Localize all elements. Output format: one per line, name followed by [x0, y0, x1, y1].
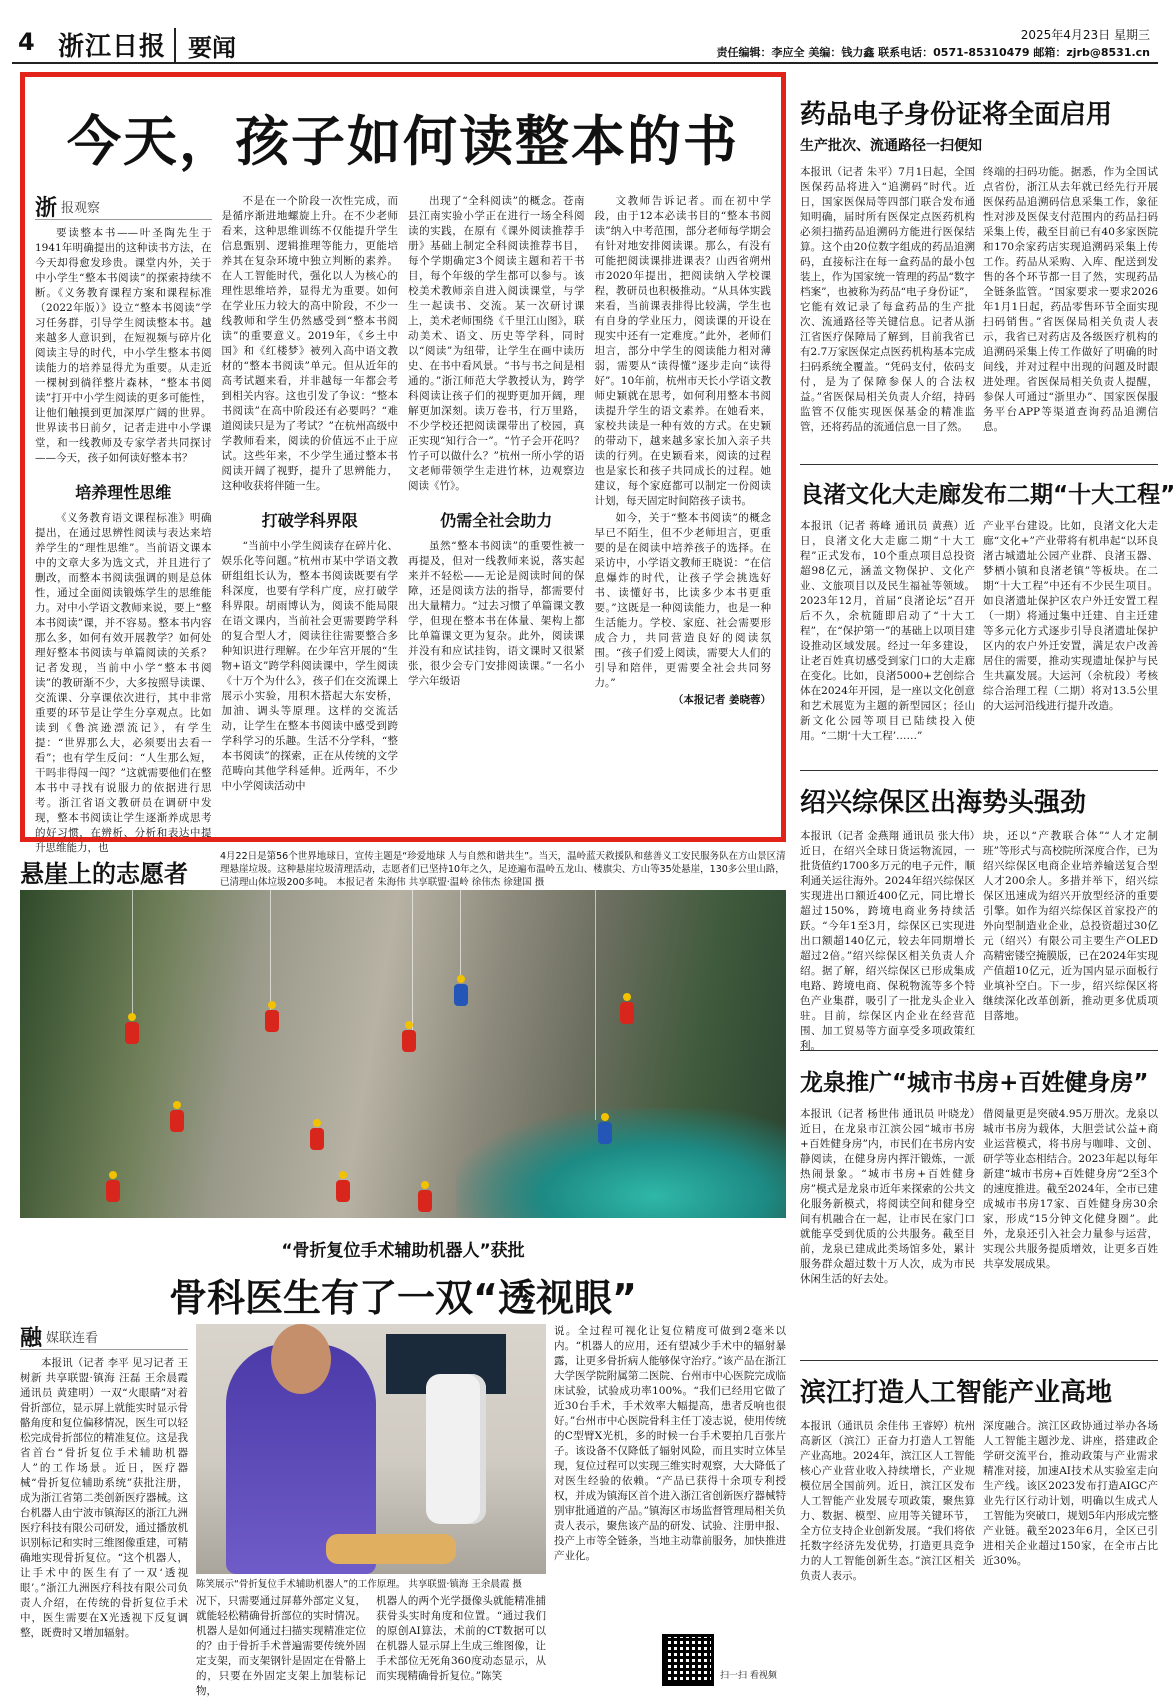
lead-paragraph: 如今，关于“整本书阅读”的概念早已不陌生，但不少老师坦言，更重要的是在阅读中培养孩子的选择。在采访中，小学语文教师王晓说：“在信息爆炸的时代，让孩子学会挑选好书、读懂好书，比读多少本书更重要。”这既是一种阅读能力，也是一种生活能力。学校、家庭、社会需要形成合力，共同营造良好的阅读氛围。“孩子们爱上阅读，需要大人们的引导和陪伴，更需要全社会共同努力。” — [594, 512, 771, 689]
story-drug-id — [800, 94, 1158, 462]
story-column: 块，还以“产教联合体”“人才定制班”等形式与高校院所深度合作，已为绍兴综保区电商企业培养输送复合型人才200余人。多措并举下，绍兴综保区迅速成为绍兴开放型经济的重要引擎。如作为绍兴综保区首家投产的外向型制造业企业，总投资超过30亿元（绍兴）有限公司主要生产OLED高精密镂空掩膜版，已在2024年实现产值超10亿元，近为国内显示面板行业填补空白。下一步，绍兴综保区将继续深化改革创新，推动更多优质项目落地。 — [983, 830, 1158, 1022]
story-body — [800, 1107, 1158, 1359]
lead-paragraph: 要读整本书——叶圣陶先生于1941年明确提出的这种读书方法，在今天却得愈发珍贵。课堂内外，关于中小学生“整本书阅读”的探索持续不断。《义务教育课程方案和课程标准（2022年版）》设立“整本书阅读”学习任务群，引导学生阅读整本书。越来越多人意识到，在短视频与碎片化阅读主导的时代，中小学生整本书阅读能力的培养显得尤为重要。从走近一棵树到徜徉整片森林，“整本书阅读”打开中小学生阅读的更多可能性，让他们触摸到更加深厚广阔的世界。世界读书日前夕，记者走进中小学课堂，和一线教师及专家学者共同探讨——今天，孩子如何读好整本书？ — [35, 227, 212, 464]
subheading-break-boundaries: 打破学科界限 — [261, 511, 358, 530]
lead-column-2 — [222, 194, 399, 834]
climber-figure — [598, 1122, 612, 1144]
robot-photo-caption: 陈笑展示“骨折复位手术辅助机器人”的工作原理。 共享联盟·镇海 王余晨霞 摄 — [196, 1579, 522, 1590]
lead-column-1 — [35, 194, 212, 854]
climber-figure — [170, 1110, 184, 1132]
lead-paragraph: 虽然“整本书阅读”的重要性被一再提及，但对一线教师来说，落实起来并不轻松——无论是阅读时间的保障，还是阅读方法的指导，都需要付出大量精力。“过去习惯了单篇课文教学，但现在整本书在体量、架构上都比单篇课文更为复杂。此外，阅读课并没有和应试挂钩，语文课时又很紧张，很少会专门安排阅读课。”一名小学六年级语 — [408, 540, 585, 687]
column-badge — [20, 1324, 188, 1350]
page-number: 4 — [18, 28, 35, 56]
divider — [800, 1360, 1158, 1361]
lead-column-3 — [408, 194, 585, 834]
science-column-1 — [20, 1324, 188, 1694]
story-title: 滨江打造人工智能产业高地 — [800, 1378, 1113, 1408]
story-binjiang-ai — [800, 1372, 1158, 1692]
photo-story-caption: 4月22日是第56个世界地球日，宣传主题是“珍爱地球 人与自然和谐共生”。当天，温岭蓝天救援队和慈善义工安民服务队在方山景区清理悬崖垃圾。这种悬崖垃圾清理活动，志愿者们已坚持10年之久，足迹遍布温岭五龙山、楼旗尖、方山等35处悬崖，130多公里山路，已清理山体垃圾200多吨。 本报记者 朱海伟 共享联盟·温岭 徐伟杰 徐建国 摄 — [220, 851, 786, 888]
story-column: 终端的扫码功能。据悉，作为全国试点省份，浙江从去年就已经先行开展医保药品追溯码信息采集工作，象征性对涉及医保支付范围内的药品扫码采集上传，截至目前已有40多家医院和170余家药店实现追溯码采集上传工作。药品从采购、入库、配送到发售的各个环节都一目了然，实现药品全链条监管。“国家要求一要求2026年1月1日起，药品零售环节全面实现扫码销售。”省医保局相关负责人表示，我省已对药店及各级医疗机构的追溯码采集上传工作做好了明确的时间线，并对过程中出现的问题及时跟进处理。省医保局相关负责人提醒，参保人可通过“浙里办”、国家医保服务平台APP等渠道查询药品追溯信息。 — [983, 166, 1158, 433]
story-column: 借阅量更是突破4.95万册次。龙泉以城市书房为载体，大胆尝试公益+商业运营模式，将书房与咖啡、文创、研学等业态相结合。2023年起以每年新建“城市书房+百姓健身房”2至3个的速度推进。截至2024年，全市已建成城市书房17家、百姓健身房30余家，形成“15分钟文化健身圈”。此外，龙泉还引入社会力量参与运营，实现公共服务提质增效，让更多百姓共享发展成果。 — [983, 1108, 1158, 1270]
divider — [800, 464, 1158, 465]
lead-paragraph: 出现了“全科阅读”的概念。苍南县江南实验小学正在进行一场全科阅读的实践，在原有《课外阅读推荐手册》基础上制定全科阅读推荐书目，每个学期确定3个阅读主题和若干书目，每个年级的学生都可以参与。该校美术教师亲自进入阅读课堂，与学生一起读书、交流。某一次研讨课上，美术老师围绕《千里江山图》，联动美术、语文、历史等学科，同时以“阅读”为纽带，让学生在画中读历史、在书中看风景。“书与书之间是相通的。”浙江师范大学教授认为，跨学科阅读让孩子们的视野更加开阔，理解更加深刻。读万卷书，行万里路，不少学校还把阅读课带出了校园，真正实现“知行合一”。“竹子会开花吗？竹子可以做什么？”杭州一所小学的语文老师带领学生走进竹林，边观察边阅读《竹》。 — [408, 195, 585, 492]
photo-story-title: 悬崖上的志愿者 — [20, 860, 188, 888]
story-title: 良渚文化大走廊发布二期“十大工程” — [800, 482, 1175, 508]
rope — [270, 890, 271, 1010]
lead-byline: （本报记者 姜晓蓉） — [672, 694, 771, 706]
science-story-title: 骨科医生有了一双“透视眼” — [169, 1276, 637, 1320]
rope — [595, 890, 596, 1120]
story-subtitle: 生产批次、流通路径一扫便知 — [800, 138, 982, 154]
story-body — [800, 829, 1158, 1051]
subheading-rational-thinking: 培养理性思维 — [75, 483, 172, 502]
story-liangzhu — [800, 476, 1175, 766]
climber-figure — [620, 1002, 634, 1024]
story-column: 本报讯（记者 朱平）7月1日起，全国医保药品将进入“追溯码”时代。近日，国家医保局等四部门联合发布通知明确，届时所有医保定点医药机构必须扫描药品追溯码方能进行医保结算。这个由20位数字组成的药品追溯码，直接标注在每一盒药品的最小包装上，作为国家统一管理的药品“数字档案”，也被称为药品“电子身份证”，它能有效记录了每盒药品的生产批次、流通路径等关键信息。记者从浙江省医疗保障局了解到，目前我省已有2.7万家医保定点医药机构基本完成扫码系统全覆盖。“凭码支付，依码支付，是为了保障参保人的合法权益。”省医保局相关负责人介绍，持码监管不仅能实现医保基金的精准监管，还将药品的流通信息一目了然。 — [800, 166, 975, 433]
story-column: 本报讯（通讯员 余佳伟 王睿婷）杭州高新区（滨江）正奋力打造人工智能产业高地。2024年，滨江区人工智能核心产业营业收入持续增长，产业规模位居全国前列。近日，滨江区发布人工智能产业发展专项政策，聚焦算力、数据、模型、应用等关键环节，全方位支持企业创新发展。“我们将依托数字经济先发优势，打造更具竞争力的人工智能创新生态。”滨江区相关负责人表示。 — [800, 1420, 975, 1582]
column-badge-small: 报观察 — [61, 201, 101, 216]
masthead — [12, 20, 1158, 64]
lead-paragraph: 文教师告诉记者。而在初中学段，由于12本必读书目的“整本书阅读”纳入中考范围，部分老师每学期会有针对地安排阅读课。那么，有没有可能把阅读课排进课表？山西省朔州市2020年提出，把阅读纳入学校课程，教研员也积极推动。“从具体实践来看，当前课表排得比较满，学生也有自身的学业压力，阅读课的开设在现实中还有一定难度。”此外，老师们坦言，部分中学生的阅读能力相对薄弱，需要从“读得懂”逐步走向“读得好”。10年前，杭州市天长小学语文教师史颖就在思考，如何利用整本书阅读提升学生的语文素养。在她看来，家校共读是一种有效的方式。在史颖的带动下，越来越多家长加入亲子共读的行列。在史颖看来，阅读的过程也是家长和孩子共同成长的过程。她建议，每个家庭都可以制定一份阅读计划，每天固定时间陪孩子读书。 — [594, 195, 771, 507]
lead-story-title: 今天，孩子如何读整本的书 — [67, 110, 739, 173]
qr-code-label: 扫一扫 看视频 — [720, 1671, 777, 1681]
water-pool — [456, 1108, 786, 1218]
story-column: 本报讯（记者 金燕翔 通讯员 张大伟）近日，在绍兴全球日货运物流园，一批货值约1700多万元的电子元件，顺利通关运往海外。2024年绍兴综保区实现进出口额近400亿元，同比增长超过150%，跨境电商业务持续活跃。“今年1至3月，综保区已实现进出口额超140亿元，较去年同期增长超过2倍。”绍兴综保区相关负责人介绍。据了解，绍兴综保区已形成集成电路、跨境电商、保税物流等多个特色产业集群，吸引了一批龙头企业入驻。目前，综保区内企业在经营范围、加工贸易等方面享受多项政策红利。 — [800, 830, 975, 1052]
science-column-4: 说。全过程可视化让复位精度可做到2毫米以内。“机器人的应用，还有望减少手术中的辐射暴露，让更多骨折病人能够保守治疗。”该产品在浙江大学医学院附属第二医院、台州市中心医院完成临床试验，试验成功率100%。“我们已经用它做了近30台手术，手术效率大幅提高，患者反响也很好。”台州市中心医院骨科主任丁凌志说，使用传统的C型臂X光机，多的时候一台手术要拍几百张片子。该设备不仅降低了辐射风险，而且实时立体呈现，复位过程可以实现三维实时观察，大大降低了对医生经验的依赖。“产品已获得十余项专利授权，并成为镇海区首个进入浙江省创新医疗器械特别审批通道的产品。”镇海区市场监督管理局相关负责人表示，聚焦该产品的研发、试验、注册申报、投产上市等全链条，当地主动靠前服务，加快推进产业化。 — [554, 1325, 786, 1562]
story-longquan — [800, 1064, 1158, 1354]
paper-name-logo: 浙江日报 — [58, 32, 167, 62]
lead-paragraph: 《义务教育语文课程标准》明确提出，在通过思辨性阅读与表达来培养学生的“理性思维”。当前语文课本中的文章大多为选文式，并且进行了删改，而整本书阅读强调的则是总体性，通过全面阅读锻炼学生的思维能力。对中小学语文教师来说，要上“整本书阅读”课，并不容易。整本书内容那么多，如何有效开展教学？如何处理好整本书阅读与单篇阅读的关系？记者发现，当前中小学“整本书阅读”的教研渐不少，大多按照导读课、交流课、分享课依次进行，其中非常重要的环节是让学生分享观点。比如读到《鲁滨逊漂流记》，有学生提：“世界那么大，必须要出去看一看”；也有学生反问：“人生那么短，干吗非得闯一闯？”这就需要他们在整本书中寻找有说服力的依据进行思考。浙江省语文教研员在调研中发现，整本书阅读让学生逐渐养成思考的好习惯，在辨析、分析和表达中提升思维能力，也 — [35, 512, 212, 854]
story-title: 药品电子身份证将全面启用 — [800, 100, 1113, 130]
lead-column-4 — [595, 194, 772, 834]
climber-figure — [310, 1128, 324, 1150]
lead-story-columns — [35, 194, 771, 854]
science-story-kicker: “骨折复位手术辅助机器人”获批 — [281, 1241, 525, 1261]
lead-paragraph: “当前中小学生阅读存在碎片化、娱乐化等问题。”杭州市某中学语文教研组组长认为，整本书阅读既要有学科深度，也要有学科广度，应打破学科界限。胡雨博认为，阅读不能局限在语文课内，当前社会更需要跨学科的复合型人才，阅读往往需要整合多种知识进行理解。在少年宫开展的“生物+语文”跨学科阅读课中，学生阅读《十万个为什么》，孩子们在交流课上展示小实验，用积木搭起大东安桥，加油、调头等原理。这样的交流活动，让学生在整本书阅读中感受到跨学科学习的乐趣。生活不分学科，“整本书阅读”的探索，正在从传统的文学范畴向其他学科延伸。近两年，不少中小学阅读活动中 — [221, 540, 398, 792]
science-paragraph: 本报讯（记者 李平 见习记者 王树新 共享联盟·镇海 汪磊 王余晨霞 通讯员 黄建明）一双“火眼睛”对着骨折部位，显示屏上就能实时显示骨骼角度和复位偏移情况，医生可以轻松完成骨折部位的精准复位。这是我省首台“骨折复位手术辅助机器人”的工作场景。近日，医疗器械“骨折复位辅助系统”获批注册，成为浙江省第二类创新医疗器械。这台机器人由宁波市镇海区的浙江九洲医疗科技有限公司研发，通过播放机识别标记和实时三维图像重建，可精确地实现骨折复位。“这个机器人，让手术中的医生有了一双‘透视眼’。”浙江九洲医疗科技有限公司负责人介绍，在传统的骨折复位手术中，医生需要在X光透视下反复调整，既费时又增加辐射。 — [20, 1357, 188, 1639]
robot-device — [426, 1374, 486, 1524]
climber-figure — [125, 1022, 139, 1044]
section-name: 要闻 — [174, 28, 236, 63]
divider — [800, 770, 1158, 771]
column-badge-big: 融 — [20, 1326, 43, 1351]
rope — [132, 890, 133, 1020]
issue-date: 2025年4月23日 星期三 — [1020, 28, 1150, 42]
climber-figure — [418, 1190, 432, 1212]
story-body — [800, 1419, 1158, 1689]
lead-story — [20, 72, 786, 854]
rope — [412, 890, 413, 1030]
science-column-2: 况下，只需要通过屏幕外部定义复，就能轻松精确骨折部位的实时情况。机器人是如何通过扫描实现精准定位的？由于骨折手术普遍需要传统外固定支架，而支架钢针是固定在骨骼上的，只要在外固定支架上加装标记物， — [196, 1595, 366, 1697]
story-title: 绍兴综保区出海势头强劲 — [800, 788, 1087, 818]
story-column: 本报讯（记者 蒋峰 通讯员 黄燕）近日，良渚文化大走廊二期“十大工程”正式发布，10个重点项目总投资超98亿元，涵盖文物保护、文化产业、文旅项目以及民生福祉等领域。2023年12月，首届“良渚论坛”召开后不久，余杭随即启动了“十大工程”，在“保护第一”的基础上以项目建设推动区域发展。经过一年多建设，让老百姓真切感受到家门口的大走廊在变化。比如，良渚5000+艺创综合体在2024年开园，是一座以文化创意和艺术展览为主题的新型园区；径山新文化公园等项目已陆续投入使用。“二期‘十大工程’……” — [800, 520, 975, 742]
climber-figure — [454, 984, 468, 1006]
story-body — [800, 519, 1158, 769]
science-column-3: 机器人的两个光学摄像头就能精准捕获骨头实时角度和位置。“通过我们的原创AI算法，术前的CT数据可以在机器人显示屏上生成三维图像，让手术部位无死角360度动态显示，从而实现精确骨折复位。”陈笑 — [376, 1595, 546, 1682]
editor-credits: 责任编辑：李应全 美编：钱力鑫 联系电话：0571-85310479 邮箱：zjrb@8531.cn — [716, 46, 1150, 59]
story-shaoxing — [800, 782, 1158, 1052]
story-column: 本报讯（记者 杨世伟 通讯员 叶晓龙）近日，在龙泉市江滨公园“城市书房+百姓健身房”内，市民们在书房内安静阅读，在健身房内挥汗锻炼，一派热闹景象。“城市书房+百姓健身房”模式是龙泉市近年来探索的公共文化服务新模式，将阅读空间和健身空间有机融合在一起，让市民在家门口就能享受到优质的公共服务。截至目前，龙泉已建成此类场馆多处，累计服务群众超过数十万人次，成为市民休闲生活的好去处。 — [800, 1108, 975, 1285]
science-story-body — [20, 1324, 786, 1697]
science-story — [20, 1236, 786, 1696]
rope — [460, 890, 461, 980]
bone-model — [326, 1534, 456, 1564]
robot-demo-photo — [196, 1324, 546, 1574]
story-title: 龙泉推广“城市书房+百姓健身房” — [800, 1070, 1149, 1096]
right-news-column — [800, 72, 1175, 1692]
cliff-volunteers-photo — [20, 890, 786, 1218]
photo-story — [20, 848, 786, 1228]
story-column: 深度融合。滨江区政协通过举办各场人工智能主题沙龙、讲座，搭建政企学研交流平台，推动政策与产业需求精准对接，加速AI技术从实验室走向生产线。该区2023发布打造AIGC产业先行区行动计划，明确以生成式人工智能为突破口，规划5年内形成完整产业链。截至2023年6月，全区已引进相关企业超过150家，在全市占比近30%。 — [983, 1420, 1158, 1567]
subheading-society-support: 仍需全社会助力 — [440, 511, 553, 530]
climber-figure — [265, 1010, 279, 1032]
column-badge-small: 媒联连看 — [46, 1331, 99, 1346]
lead-paragraph: 不是在一个阶段一次性完成，而是循序渐进地螺旋上升。在不少老师看来，这种思维训练不仅能提升学生信息甄别、逻辑推理等能力，更能培养其在复杂环境中独立判断的素养。在人工智能时代，强化以人为核心的理性思维培养，显得尤为重要。如何在学业压力较大的高中阶段，不少一线教师和学生仍然感受到“整本书阅读”的重要意义。2019年，《乡土中国》和《红楼梦》被列入高中语文教材的“整本书阅读”单元。但从近年的高考试题来看，并非越每一年都会考到相关内容。这也引发了争议：“整本书阅读”在高中阶段还有必要吗？“难道阅读只是为了考试？”在杭州高级中学教师看来，阅读的价值远不止于应试。这些年来，不少学生通过整本书阅读开阔了视野，提升了思辨能力，这种收获将伴随一生。 — [221, 195, 398, 492]
climber-figure — [336, 1180, 350, 1202]
column-badge — [35, 194, 212, 220]
story-column: 产业平台建设。比如，良渚文化大走廊“文化+”产业带将有机串起“以环良渚古城遗址公园产业群、良渚玉器、梦栖小镇和良渚老镇”等板块。在二期“十大工程”中还有不少民生项目。如良渚遗址保护区农户外迁安置工程（一期）将通过集中迁建、自主迁建等多元化方式逐步引导良渚遗址保护区内的农户外迁安置，满足农户改善居住的需要，推动实现遗址保护与民生共赢发展。大运河（余杭段）考核综合治理工程（二期）将对13.5公里的大运河沿线进行提升改造。 — [983, 520, 1158, 712]
story-body — [800, 165, 1158, 465]
column-badge-big: 浙 — [35, 196, 58, 221]
climber-figure — [106, 1180, 120, 1202]
climber-figure — [402, 1030, 416, 1052]
qr-code-icon[interactable] — [662, 1634, 714, 1686]
divider — [800, 1050, 1158, 1051]
